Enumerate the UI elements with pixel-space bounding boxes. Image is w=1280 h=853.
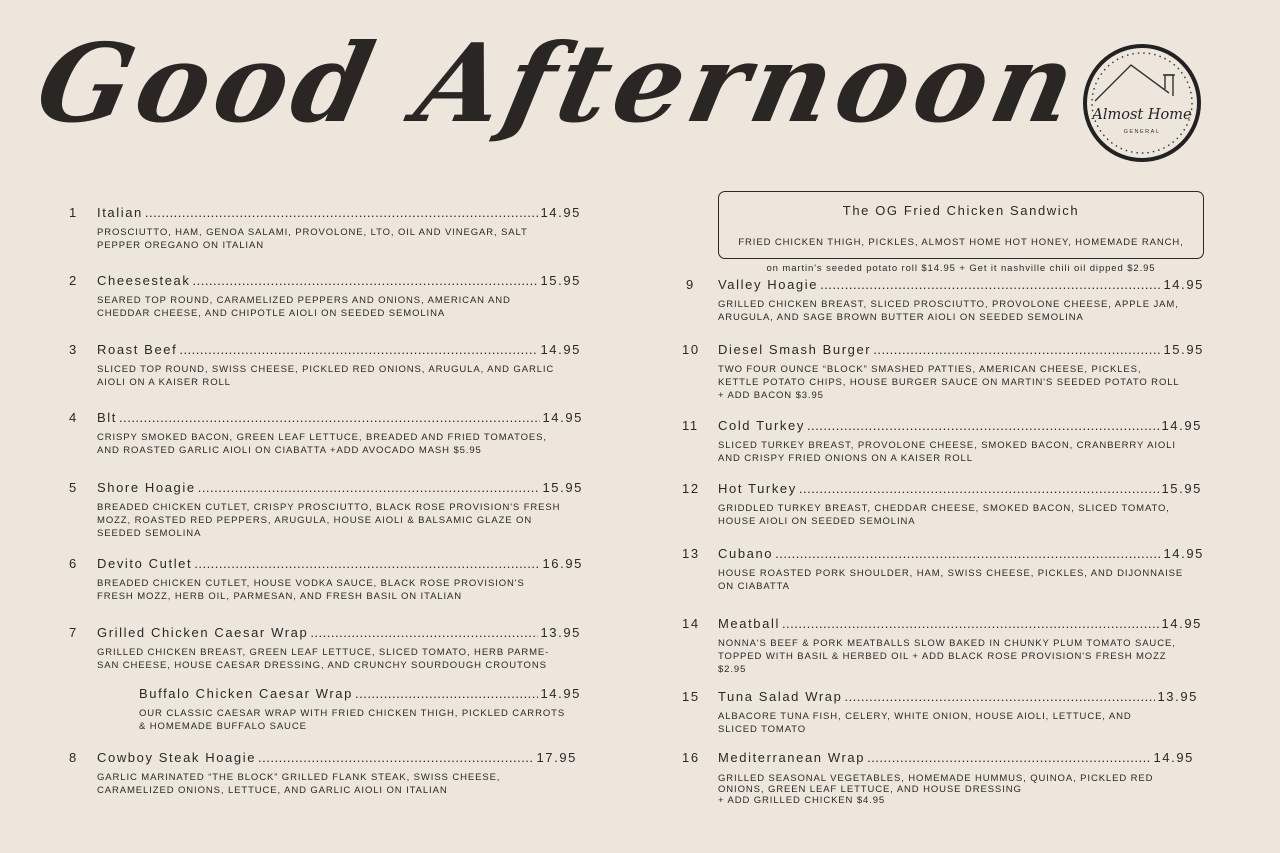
item-description: GRIDDLED TURKEY BREAST, CHEDDAR CHEESE, SMOKED BACON, SLICED TOMATO, HOUSE AIOLI ON SEEDED SEMOLINA [718, 503, 1170, 527]
item-price: 14.95 [1161, 418, 1202, 433]
item-name: Hot Turkey [718, 481, 797, 496]
menu-item [69, 556, 583, 603]
item-price: 14.95 [1163, 546, 1204, 561]
menu-item [69, 342, 581, 389]
menu-item [69, 480, 583, 540]
dot-leader [867, 750, 1151, 765]
item-name: Buffalo Chicken Caesar Wrap [139, 686, 353, 701]
almost-home-logo [1081, 37, 1203, 165]
item-description: GRILLED SEASONAL VEGETABLES, HOMEMADE HUMMUS, QUINOA, PICKLED RED ONIONS, GREEN LEAF LETTUCE, AND HOUSE DRESSING + ADD GRILLED CHICKEN $4.95 [718, 773, 1154, 806]
item-price: 13.95 [1157, 689, 1198, 704]
item-price: 17.95 [536, 750, 577, 765]
menu-item [69, 750, 577, 797]
item-name: Cowboy Steak Hoagie [97, 750, 257, 765]
dot-leader [775, 546, 1161, 561]
featured-desc-line-2: on martin's seeded potato roll $14.95 + Get it nashville chili oil dipped $2.95 [766, 263, 1156, 274]
menu-item [69, 410, 583, 457]
menu-item [682, 481, 1202, 528]
dot-leader [873, 342, 1161, 357]
featured-item-box [718, 191, 1204, 274]
item-name: Diesel Smash Burger [718, 342, 872, 357]
item-name: Mediterranean Wrap [718, 750, 866, 765]
item-number: 4 [69, 410, 78, 425]
dot-leader [192, 273, 538, 288]
dot-leader [258, 750, 534, 765]
item-price: 14.95 [1161, 616, 1202, 631]
item-price: 16.95 [542, 556, 583, 571]
item-number: 15 [682, 689, 700, 704]
item-number: 7 [69, 625, 78, 640]
menu-item [682, 342, 1204, 402]
item-description: BREADED CHICKEN CUTLET, CRISPY PROSCIUTTO, BLACK ROSE PROVISION'S FRESH MOZZ, ROASTED RED PEPPERS, ARUGULA, HOUSE AIOLI & BALSAMIC GLAZE ON SEEDED SEMOLINA [97, 502, 561, 539]
item-price: 15.95 [1161, 481, 1202, 496]
menu-item [69, 205, 581, 252]
item-name: Cold Turkey [718, 418, 805, 433]
item-description: NONNA'S BEEF & PORK MEATBALLS SLOW BAKED IN CHUNKY PLUM TOMATO SAUCE, TOPPED WITH BASIL & HERBED OIL + ADD BLACK ROSE PROVISION'S FRESH MOZZ $2.95 [718, 638, 1176, 675]
item-number: 5 [69, 480, 78, 495]
item-number: 8 [69, 750, 78, 765]
item-description: SLICED TURKEY BREAST, PROVOLONE CHEESE, SMOKED BACON, CRANBERRY AIOLI AND CRISPY FRIED ONIONS ON A KAISER ROLL [718, 440, 1176, 464]
item-name: Shore Hoagie [97, 480, 196, 495]
item-number: 9 [686, 277, 695, 292]
item-name: Devito Cutlet [97, 556, 193, 571]
featured-desc-line-1: FRIED CHICKEN THIGH, PICKLES, ALMOST HOME HOT HONEY, HOMEMADE RANCH, [738, 237, 1184, 248]
dot-leader [820, 277, 1161, 292]
item-description: OUR CLASSIC CAESAR WRAP WITH FRIED CHICKEN THIGH, PICKLED CARROTS & HOMEMADE BUFFALO SAUCE [139, 708, 566, 732]
item-name: Meatball [718, 616, 780, 631]
menu-item [682, 616, 1202, 676]
item-price: 14.95 [540, 205, 581, 220]
item-number: 1 [69, 205, 78, 220]
item-description: SEARED TOP ROUND, CARAMELIZED PEPPERS AND ONIONS, AMERICAN AND CHEDDAR CHEESE, AND CHIPOTLE AIOLI ON SEEDED SEMOLINA [97, 295, 511, 319]
menu-item [682, 546, 1204, 593]
item-description: CRISPY SMOKED BACON, GREEN LEAF LETTUCE, BREADED AND FRIED TOMATOES, AND ROASTED GARLIC AIOLI ON CIABATTA +ADD AVOCADO MASH $5.95 [97, 432, 547, 456]
menu-item [69, 273, 581, 320]
item-number: 2 [69, 273, 78, 288]
item-description: GRILLED CHICKEN BREAST, GREEN LEAF LETTUCE, SLICED TOMATO, HERB PARME- SAN CHEESE, HOUSE CAESAR DRESSING, AND CRUNCHY SOURDOUGH CROUTONS [97, 647, 550, 671]
page-title: Good Afternoon [26, 21, 1092, 147]
item-number: 10 [682, 342, 700, 357]
item-name: Grilled Chicken Caesar Wrap [97, 625, 309, 640]
item-price: 14.95 [1163, 277, 1204, 292]
dot-leader [145, 205, 539, 220]
menu-item [686, 277, 1204, 324]
item-price: 15.95 [1163, 342, 1204, 357]
item-price: 15.95 [542, 480, 583, 495]
menu-item [139, 686, 581, 733]
menu-item [682, 750, 1194, 806]
featured-item-title: The OG Fried Chicken Sandwich [842, 203, 1080, 218]
item-number: 3 [69, 342, 78, 357]
item-number: 16 [682, 750, 700, 765]
item-name: Roast Beef [97, 342, 178, 357]
item-description: SLICED TOP ROUND, SWISS CHEESE, PICKLED RED ONIONS, ARUGULA, AND GARLIC AIOLI ON A KAISER ROLL [97, 364, 555, 388]
menu-item [69, 625, 581, 672]
item-number: 6 [69, 556, 78, 571]
dot-leader [807, 418, 1159, 433]
item-description: GARLIC MARINATED “THE BLOCK” GRILLED FLANK STEAK, SWISS CHEESE, CARAMELIZED ONIONS, LETTUCE, AND GARLIC AIOLI ON ITALIAN [97, 772, 501, 796]
item-description: BREADED CHICKEN CUTLET, HOUSE VODKA SAUCE, BLACK ROSE PROVISION'S FRESH MOZZ, HERB OIL, PARMESAN, AND FRESH BASIL ON ITALIAN [97, 578, 525, 602]
item-description: TWO FOUR OUNCE “BLOCK” SMASHED PATTIES, AMERICAN CHEESE, PICKLES, KETTLE POTATO CHIPS, HOUSE BURGER SAUCE ON MARTIN'S SEEDED POTATO ROLL + ADD BACON $3.95 [718, 364, 1180, 401]
menu-item [682, 418, 1202, 465]
item-price: 14.95 [540, 342, 581, 357]
item-description: GRILLED CHICKEN BREAST, SLICED PROSCIUTTO, PROVOLONE CHEESE, APPLE JAM, ARUGULA, AND SAGE BROWN BUTTER AIOLI ON SEEDED SEMOLINA [718, 299, 1179, 323]
item-number: 11 [682, 418, 699, 433]
dot-leader [782, 616, 1160, 631]
dot-leader [179, 342, 538, 357]
item-name: Blt [97, 410, 117, 425]
logo-name: Almost Home [1092, 107, 1192, 123]
item-price: 15.95 [540, 273, 581, 288]
item-name: Tuna Salad Wrap [718, 689, 843, 704]
dot-leader [198, 480, 541, 495]
dot-leader [844, 689, 1155, 704]
logo-sub: GENERAL [1123, 129, 1161, 135]
dot-leader [355, 686, 538, 701]
item-number: 13 [682, 546, 700, 561]
item-number: 12 [682, 481, 700, 496]
item-name: Valley Hoagie [718, 277, 819, 292]
item-description: ALBACORE TUNA FISH, CELERY, WHITE ONION, HOUSE AIOLI, LETTUCE, AND SLICED TOMATO [718, 711, 1132, 735]
item-name: Italian [97, 205, 143, 220]
item-name: Cheesesteak [97, 273, 191, 288]
item-name: Cubano [718, 546, 774, 561]
item-price: 14.95 [540, 686, 581, 701]
dot-leader [799, 481, 1160, 496]
item-description: HOUSE ROASTED PORK SHOULDER, HAM, SWISS CHEESE, PICKLES, AND DIJONNAISE ON CIABATTA [718, 568, 1184, 592]
dot-leader [119, 410, 540, 425]
menu-item [682, 689, 1198, 736]
dot-leader [310, 625, 538, 640]
dot-leader [194, 556, 540, 571]
item-number: 14 [682, 616, 700, 631]
item-price: 14.95 [1153, 750, 1194, 765]
item-price: 13.95 [540, 625, 581, 640]
item-price: 14.95 [542, 410, 583, 425]
item-description: PROSCIUTTO, HAM, GENOA SALAMI, PROVOLONE, LTO, OIL AND VINEGAR, SALT PEPPER OREGANO ON ITALIAN [97, 227, 528, 251]
